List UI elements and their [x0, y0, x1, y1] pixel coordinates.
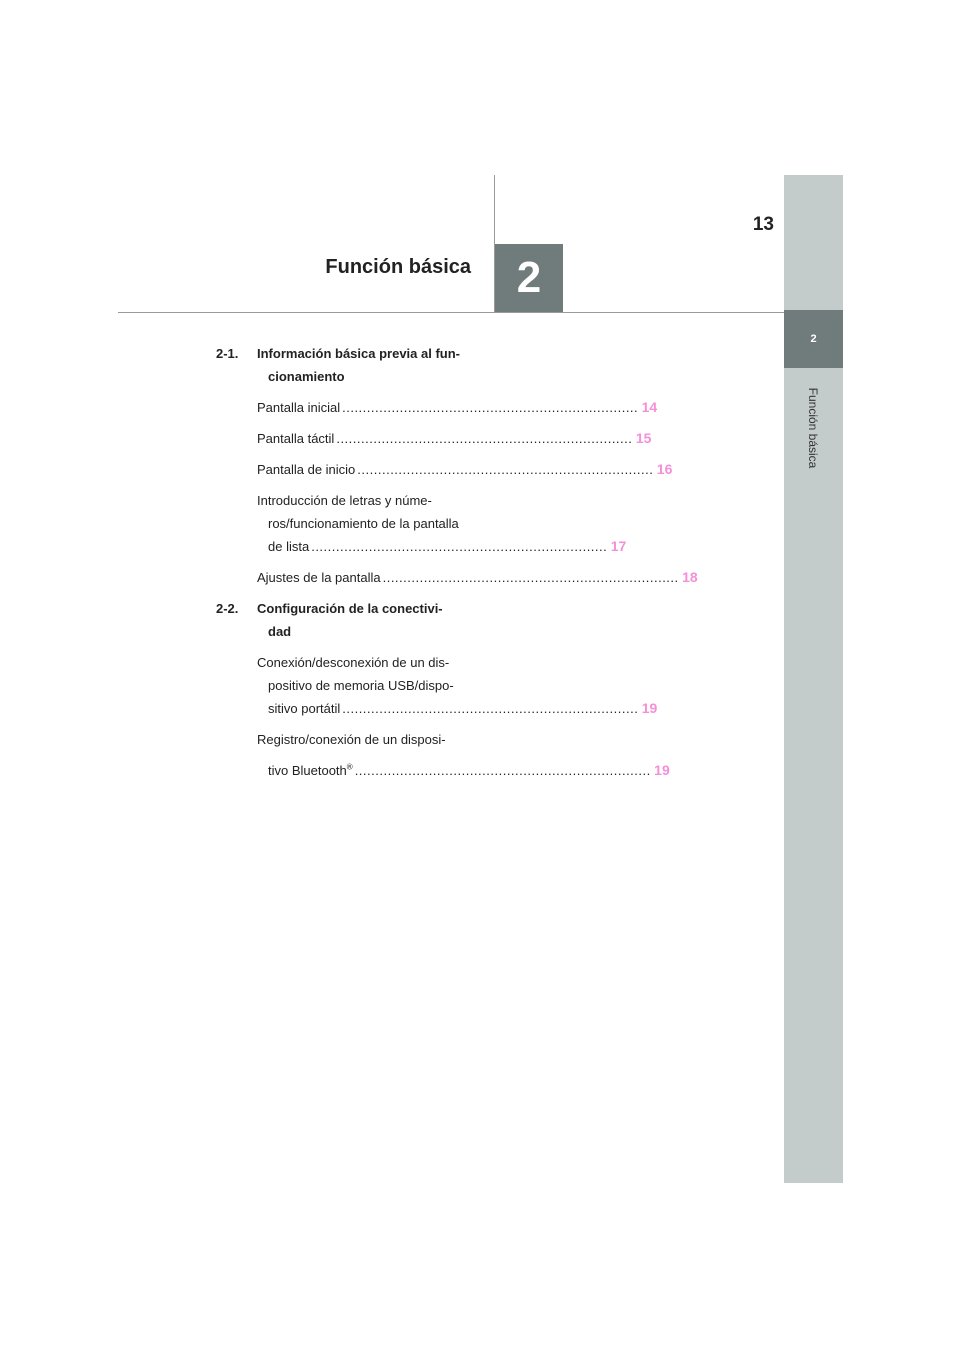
toc-page-link[interactable]: 19: [641, 700, 658, 716]
leader-dots: ........................................................................: [311, 539, 608, 554]
toc-section-2-1: [216, 342, 468, 388]
toc-page-link[interactable]: 14: [641, 399, 658, 415]
toc-entry-text: Pantalla táctil: [257, 431, 335, 446]
toc-entry-text: de lista: [268, 539, 310, 554]
toc-entry-introduccion-letras[interactable]: [257, 489, 627, 558]
toc-section-number: 2-1.: [216, 346, 239, 361]
table-of-contents: [216, 342, 698, 782]
header-rule: [118, 312, 784, 313]
toc-entry-text: Ajustes de la pantalla: [257, 570, 381, 585]
page-number: 13: [752, 214, 774, 235]
toc-page-link[interactable]: 18: [682, 569, 698, 585]
toc-entry-line: Introducción de letras y núme-: [257, 493, 432, 508]
toc-page-link[interactable]: 16: [656, 461, 673, 477]
side-tab-label: Función básica: [806, 387, 820, 469]
toc-section-title: [257, 342, 468, 388]
toc-entry-line: ros/funcionamiento de la pantalla: [268, 516, 459, 531]
side-tab-chapter: 2: [784, 310, 843, 368]
toc-entry-text: Pantalla inicial: [257, 400, 341, 415]
toc-entry-text: [268, 759, 353, 782]
toc-section-title: [257, 597, 468, 643]
chapter-number-box: 2: [495, 244, 563, 312]
leader-dots: ........................................................................: [382, 570, 679, 585]
toc-section-title-line: Información básica previa al fun-: [257, 346, 460, 361]
toc-entry-line: positivo de memoria USB/dispo-: [268, 678, 454, 693]
leader-dots: ........................................................................: [336, 431, 633, 446]
toc-section-number: 2-2.: [216, 601, 239, 616]
toc-page-link[interactable]: 15: [635, 430, 652, 446]
registered-mark: ®: [346, 762, 353, 772]
toc-section-2-2: [216, 597, 468, 643]
leader-dots: ........................................................................: [342, 701, 639, 716]
leader-dots: ........................................................................: [357, 462, 654, 477]
toc-entry-line: Registro/conexión de un disposi-: [257, 732, 446, 747]
toc-section-title-line: cionamiento: [268, 369, 345, 384]
toc-entry-pantalla-de-inicio[interactable]: [257, 458, 673, 481]
page-title: Función básica: [325, 256, 471, 278]
toc-section-title-line: dad: [268, 624, 292, 639]
toc-entry-conexion-usb[interactable]: [257, 651, 658, 720]
toc-page-link[interactable]: 17: [610, 538, 627, 554]
toc-entry-pantalla-tactil[interactable]: [257, 427, 652, 450]
toc-entry-text: sitivo portátil: [268, 701, 341, 716]
toc-entry-line: Conexión/desconexión de un dis-: [257, 655, 450, 670]
leader-dots: ........................................................................: [354, 763, 651, 778]
toc-page-link[interactable]: 19: [654, 762, 670, 778]
leader-dots: ........................................................................: [342, 400, 639, 415]
toc-entry-ajustes-pantalla[interactable]: [257, 566, 698, 589]
toc-entry-text: Pantalla de inicio: [257, 462, 356, 477]
toc-section-title-line: Configuración de la conectivi-: [257, 601, 443, 616]
toc-entry-text-main: tivo Bluetooth: [268, 763, 347, 778]
toc-entry-registro-bluetooth[interactable]: [257, 728, 670, 782]
toc-entry-pantalla-inicial[interactable]: [257, 396, 658, 419]
